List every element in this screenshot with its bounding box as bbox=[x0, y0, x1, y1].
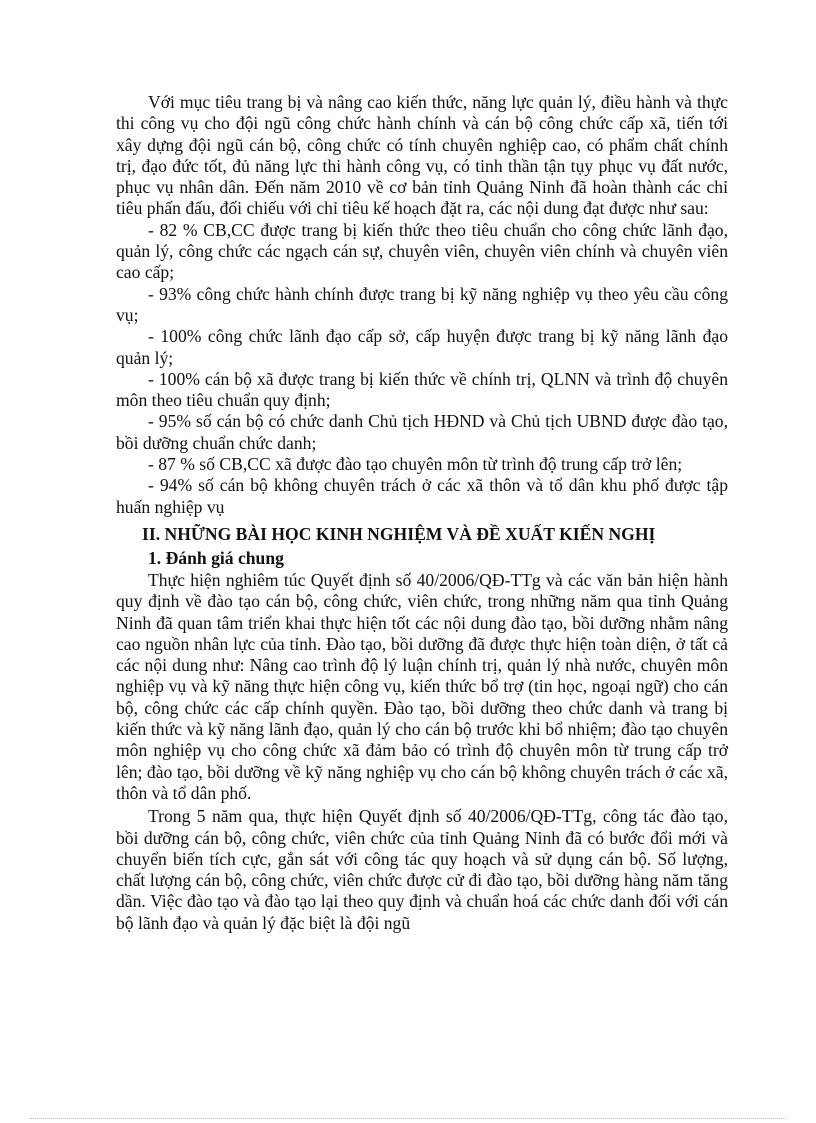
list-item: - 95% số cán bộ có chức danh Chủ tịch HĐND và Chủ tịch UBND được đào tạo, bồi dưỡng chuẩn chức danh; bbox=[116, 411, 728, 453]
intro-paragraph: Với mục tiêu trang bị và nâng cao kiến thức, năng lực quản lý, điều hành và thực thi công vụ cho đội ngũ công chức hành chính và cán bộ công chức cấp xã, tiến tới xây dựng đội ngũ cán bộ, công chức có tính chuyên nghiệp cao, có phẩm chất chính trị, đạo đức tốt, đủ năng lực thi hành công vụ, có tinh thần tận tụy phục vụ đất nước, phục vụ nhân dân. Đến năm 2010 về cơ bản tỉnh Quảng Ninh đã hoàn thành các chỉ tiêu phấn đấu, đối chiếu với chỉ tiêu kế hoạch đặt ra, các nội dung đạt được như sau: bbox=[116, 92, 728, 219]
section-heading: II. NHỮNG BÀI HỌC KINH NGHIỆM VÀ ĐỀ XUẤT KIẾN NGHỊ bbox=[142, 523, 656, 544]
list-item: - 94% số cán bộ không chuyên trách ở các xã thôn và tổ dân khu phố được tập huấn nghiệp vụ bbox=[116, 475, 728, 517]
page-bottom-rule bbox=[30, 1118, 786, 1119]
subsection-heading: 1. Đánh giá chung bbox=[148, 547, 284, 568]
list-item: - 100% công chức lãnh đạo cấp sở, cấp huyện được trang bị kỹ năng lãnh đạo quản lý; bbox=[116, 326, 728, 368]
document-page bbox=[116, 92, 728, 934]
list-item: - 82 % CB,CC được trang bị kiến thức theo tiêu chuẩn cho công chức lãnh đạo, quản lý, công chức các ngạch cán sự, chuyên viên, chuyên viên chính và chuyên viên cao cấp; bbox=[116, 219, 728, 283]
list-item: - 100% cán bộ xã được trang bị kiến thức về chính trị, QLNN và trình độ chuyên môn theo tiêu chuẩn quy định; bbox=[116, 368, 728, 411]
body-paragraph-2: Trong 5 năm qua, thực hiện Quyết định số 40/2006/QĐ-TTg, công tác đào tạo, bồi dưỡng cán bộ, công chức, viên chức của tỉnh Quảng Ninh đã có bước đổi mới và chuyển biến tích cực, gắn sát với công tác quy hoạch và sử dụng cán bộ. Số lượng, chất lượng cán bộ, công chức, viên chức được cử đi đào tạo, bồi dưỡng hàng năm tăng dần. Việc đào tạo và đào tạo lại theo quy định và chuẩn hoá các chức danh đối với cán bộ lãnh đạo và quản lý đặc biệt là đội ngũ bbox=[116, 806, 728, 933]
list-item: - 87 % số CB,CC xã được đào tạo chuyên môn từ trình độ trung cấp trở lên; bbox=[148, 454, 683, 475]
body-paragraph-1: Thực hiện nghiêm túc Quyết định số 40/2006/QĐ-TTg và các văn bản hiện hành quy định về đào tạo cán bộ, công chức, viên chức, trong những năm qua tỉnh Quảng Ninh đã quan tâm triển khai thực hiện tốt các nội dung đào tạo, bồi dưỡng nhằm nâng cao nguồn nhân lực của tỉnh. Đào tạo, bồi dưỡng đã được thực hiện toàn diện, ở tất cả các nội dung như: Nâng cao trình độ lý luận chính trị, quản lý nhà nước, chuyên môn nghiệp vụ và kỹ năng thực hiện công vụ, kiến thức bổ trợ (tin học, ngoại ngữ) cho cán bộ, công chức các cấp chính quyền. Đào tạo, bồi dưỡng theo chức danh và trang bị kiến thức và kỹ năng lãnh đạo, quản lý cho cán bộ trước khi bổ nhiệm; đào tạo chuyên môn nghiệp vụ cho công chức xã đảm bảo có trình độ chuyên môn từ trung cấp trở lên; đào tạo, bồi dưỡng về kỹ năng nghiệp vụ cho cán bộ không chuyên trách ở các xã, thôn và tổ dân phố. bbox=[116, 569, 728, 803]
list-item: - 93% công chức hành chính được trang bị kỹ năng nghiệp vụ theo yêu cầu công vụ; bbox=[116, 283, 728, 325]
